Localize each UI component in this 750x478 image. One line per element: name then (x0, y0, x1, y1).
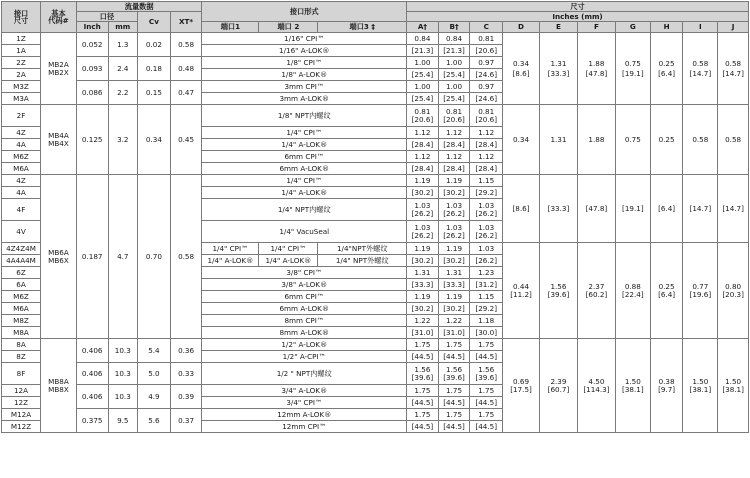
dim-c-cell: 1.75 (470, 339, 503, 351)
valve-spec-table (1, 1, 749, 433)
dim-c-cell: 0.81 [20.6] (470, 105, 503, 127)
base-code-cell: MB6A MB6X (41, 175, 77, 339)
bore-inch-cell: 0.406 (76, 363, 108, 385)
dim-h-mm: [6.4] (658, 68, 676, 78)
dim-b-cell: [28.4] (438, 139, 470, 151)
dim-d-cell: [8.6] (503, 175, 540, 243)
xt-header: XT* (170, 12, 202, 33)
dim-e-header: E (539, 22, 577, 33)
dim-c-cell: [44.5] (470, 351, 503, 363)
dim-b-cell: [21.3] (438, 45, 470, 57)
dim-a-cell: [30.2] (407, 255, 439, 267)
bore-inch-cell: 0.052 (76, 33, 108, 57)
dim-a-cell: [30.2] (407, 187, 439, 199)
port-size-cell: 6Z (2, 267, 41, 279)
dim-c-cell: 1.03 [26.2] (470, 221, 503, 243)
dim-b-cell: [30.2] (438, 303, 470, 315)
dim-i-inch: 0.58 (692, 59, 709, 69)
dim-f-header: F (577, 22, 615, 33)
port-size-cell: 4Z (2, 127, 41, 139)
dim-a-cell: 1.03 [26.2] (407, 199, 439, 221)
cv-cell: 5.6 (138, 409, 171, 433)
table-row (2, 33, 749, 45)
port-type-cell: 1/16" CPI™ (202, 33, 407, 45)
dim-a-cell: [30.2] (407, 303, 439, 315)
dim-b-cell: 1.00 (438, 81, 470, 93)
dim-a-cell: 1.19 (407, 175, 439, 187)
dim-a-cell: [44.5] (407, 351, 439, 363)
port3-cell: 1/4"NPT外螺纹 (318, 243, 407, 255)
table-row (2, 175, 749, 187)
dim-a-cell: 1.12 (407, 127, 439, 139)
port-size-cell: 4A (2, 139, 41, 151)
port3-cell: 1/4" NPT外螺纹 (318, 255, 407, 267)
port-type-cell: 3/4" A-LOK® (202, 385, 407, 397)
dim-f-cell: [47.8] (577, 175, 615, 243)
dim-b-cell: [30.2] (438, 187, 470, 199)
dim-c-cell: 1.12 (470, 151, 503, 163)
dim-d-header: D (503, 22, 540, 33)
dim-a-cell: 0.84 (407, 33, 439, 45)
dim-g-cell: [19.1] (615, 175, 650, 243)
dim-i-cell: [14.7] (683, 175, 718, 243)
dim-c-cell: 1.75 (470, 409, 503, 421)
port-type-cell: 12mm CPI™ (202, 421, 407, 433)
bore-mm-cell: 3.2 (108, 105, 138, 175)
dim-b-cell: 0.81 [20.6] (438, 105, 470, 127)
dim-c-header: C (470, 22, 503, 33)
dim-d-cell (503, 33, 540, 105)
dim-a-cell: [31.0] (407, 327, 439, 339)
xt-cell: 0.45 (170, 105, 202, 175)
dim-b-cell: [25.4] (438, 93, 470, 105)
port-size-cell: 12Z (2, 397, 41, 409)
dim-c-cell: 0.81 (470, 33, 503, 45)
dim-b-cell: 1.75 (438, 409, 470, 421)
port1-header: 端口1 (202, 22, 259, 33)
port-type-cell: 1/2" A-LOK® (202, 339, 407, 351)
dim-i-cell: 0.58 (683, 105, 718, 175)
dim-a-cell: [44.5] (407, 397, 439, 409)
dim-h-cell: 0.25 (650, 105, 683, 175)
dim-b-cell: 1.56 [39.6] (438, 363, 470, 385)
bore-inch-cell: 0.375 (76, 409, 108, 433)
dim-b-cell: [31.0] (438, 327, 470, 339)
dim-g-inch: 0.75 (624, 59, 641, 69)
dim-h-cell: 0.25 [6.4] (650, 243, 683, 339)
dim-j-cell: [14.7] (718, 175, 749, 243)
dim-b-cell: [44.5] (438, 397, 470, 409)
dim-f-cell: 4.50 [114.3] (577, 339, 615, 433)
dim-d-mm: [8.6] (512, 68, 530, 78)
port-type-cell: 6mm A-LOK® (202, 163, 407, 175)
dim-f-mm: [47.8] (585, 68, 608, 78)
cv-cell: 5.4 (138, 339, 171, 363)
dim-h-cell: 0.38 [9.7] (650, 339, 683, 433)
bore-mm-cell: 1.3 (108, 33, 138, 57)
dim-c-cell: 1.12 (470, 127, 503, 139)
bore-mm-cell: 2.2 (108, 81, 138, 105)
xt-cell: 0.36 (170, 339, 202, 363)
dim-c-cell: 1.15 (470, 175, 503, 187)
dim-f-cell: 1.88 (577, 105, 615, 175)
dim-a-cell: [25.4] (407, 69, 439, 81)
dim-h-cell (650, 33, 683, 105)
xt-cell: 0.47 (170, 81, 202, 105)
bore-inch-cell: 0.086 (76, 81, 108, 105)
port-type-cell: 1/4" CPI™ (202, 127, 407, 139)
dim-d-cell: 0.69 [17.5] (503, 339, 540, 433)
dim-a-cell: 1.19 (407, 243, 439, 255)
dim-c-cell: [29.2] (470, 303, 503, 315)
dim-i-header: I (683, 22, 718, 33)
port-size-cell: 4Z4Z4M (2, 243, 41, 255)
dim-b-cell: 1.19 (438, 291, 470, 303)
dim-d-cell: 0.34 (503, 105, 540, 175)
dim-b-cell: 1.03 [26.2] (438, 199, 470, 221)
base-code-cell: MB2A MB2X (41, 33, 77, 105)
port-size-cell: M12Z (2, 421, 41, 433)
dim-c-cell: 1.56 [39.6] (470, 363, 503, 385)
bore-mm-cell: 10.3 (108, 385, 138, 409)
dim-c-cell: [24.6] (470, 93, 503, 105)
dim-e-inch: 1.31 (550, 59, 567, 69)
dim-a-cell: [25.4] (407, 93, 439, 105)
dim-h-cell: [6.4] (650, 175, 683, 243)
dim-a-cell: 1.56 [39.6] (407, 363, 439, 385)
bore-header: 口径 (76, 12, 137, 22)
port-size-cell: M8Z (2, 315, 41, 327)
dim-c-cell: 0.97 (470, 81, 503, 93)
dim-a-cell: [21.3] (407, 45, 439, 57)
port-type-cell: 1/4" A-LOK® (202, 139, 407, 151)
xt-cell: 0.58 (170, 175, 202, 339)
dim-j-inch: 0.58 (725, 59, 742, 69)
port2-header: 端口 2 (259, 22, 318, 33)
dim-g-cell: 1.50 [38.1] (615, 339, 650, 433)
dim-a-cell: 1.75 (407, 409, 439, 421)
dim-b-cell: 1.12 (438, 151, 470, 163)
port-size-cell: 1A (2, 45, 41, 57)
dim-c-cell: [20.6] (470, 45, 503, 57)
dim-g-cell: 0.88 [22.4] (615, 243, 650, 339)
dim-h-inch: 0.25 (658, 59, 675, 69)
port-size-cell: M3Z (2, 81, 41, 93)
dim-g-cell: 0.75 (615, 105, 650, 175)
dim-j-cell: 1.50 [38.1] (718, 339, 749, 433)
bore-mm-cell: 10.3 (108, 339, 138, 363)
port-type-cell: 1/4" NPT内螺纹 (202, 199, 407, 221)
dim-i-cell (683, 33, 718, 105)
dim-b-cell: [25.4] (438, 69, 470, 81)
cv-cell: 0.34 (138, 105, 171, 175)
dim-g-mm: [19.1] (622, 68, 644, 78)
base-code-cell: MB8A MB8X (41, 339, 77, 433)
dim-i-cell: 0.77 [19.6] (683, 243, 718, 339)
dim-c-cell: 1.03 [26.2] (470, 199, 503, 221)
dim-b-cell: [28.4] (438, 163, 470, 175)
dim-c-cell: [28.4] (470, 139, 503, 151)
port-size-cell: 2F (2, 105, 41, 127)
mm-header: mm (108, 22, 138, 33)
port-type-cell: 3/4" CPI™ (202, 397, 407, 409)
dim-e-cell: 2.39 [60.7] (539, 339, 577, 433)
bore-mm-cell: 2.4 (108, 57, 138, 81)
dim-c-cell: 0.97 (470, 57, 503, 69)
dim-c-cell: [44.5] (470, 397, 503, 409)
xt-cell: 0.58 (170, 33, 202, 57)
cv-cell: 0.15 (138, 81, 171, 105)
dim-b-cell: [33.3] (438, 279, 470, 291)
bore-inch-cell: 0.406 (76, 339, 108, 363)
dim-e-cell: 1.56 [39.6] (539, 243, 577, 339)
dim-b-cell: 1.12 (438, 127, 470, 139)
dim-h-header: H (650, 22, 683, 33)
table-row (2, 105, 749, 127)
dim-g-cell (615, 33, 650, 105)
bore-inch-cell: 0.187 (76, 175, 108, 339)
port-size-cell: 12A (2, 385, 41, 397)
port-size-cell: 4A (2, 187, 41, 199)
bore-mm-cell: 9.5 (108, 409, 138, 433)
dim-j-cell (718, 33, 749, 105)
dim-a-cell: [28.4] (407, 139, 439, 151)
port-size-cell: 4F (2, 199, 41, 221)
port-type-cell: 1/4" A-LOK® (202, 187, 407, 199)
dim-c-cell: 1.15 (470, 291, 503, 303)
dim-c-cell: 1.03 (470, 243, 503, 255)
port-size-cell: 4V (2, 221, 41, 243)
dim-b-cell: 1.75 (438, 385, 470, 397)
port-type-cell: 3mm CPI™ (202, 81, 407, 93)
spec-table-body (2, 33, 749, 433)
dim-f-cell (577, 33, 615, 105)
port-type-cell: 1/2 " NPT内螺纹 (202, 363, 407, 385)
dimensions-header: 尺寸 (407, 2, 749, 12)
base-code-header: 基本 代码# (41, 2, 77, 33)
port-size-cell: 4A4A4M (2, 255, 41, 267)
dim-d-cell: 0.44 [11.2] (503, 243, 540, 339)
dim-a-cell: 1.00 (407, 81, 439, 93)
cv-cell: 0.18 (138, 57, 171, 81)
dim-b-cell: 1.31 (438, 267, 470, 279)
port3-header: 端口3 ‡ (318, 22, 407, 33)
port-type-cell: 3/8" CPI™ (202, 267, 407, 279)
dim-a-cell: 1.75 (407, 385, 439, 397)
port-size-cell: M6A (2, 163, 41, 175)
dim-a-cell: 1.03 [26.2] (407, 221, 439, 243)
port-type-cell: 6mm CPI™ (202, 291, 407, 303)
port2-cell: 1/4" CPI™ (259, 243, 318, 255)
dim-i-cell: 1.50 [38.1] (683, 339, 718, 433)
dim-j-mm: [14.7] (722, 68, 744, 78)
dim-e-cell (539, 33, 577, 105)
dim-b-header: B† (438, 22, 470, 33)
cv-cell: 0.02 (138, 33, 171, 57)
port-size-cell: M8A (2, 327, 41, 339)
dim-units-header: Inches (mm) (407, 12, 749, 22)
dim-c-cell: [29.2] (470, 187, 503, 199)
bore-inch-cell: 0.125 (76, 105, 108, 175)
port-size-cell: 8Z (2, 351, 41, 363)
dim-a-header: A† (407, 22, 439, 33)
port-type-cell: 8mm A-LOK® (202, 327, 407, 339)
cv-header: Cv (138, 12, 171, 33)
dim-j-cell: 0.58 (718, 105, 749, 175)
port-type-cell: 1/8" CPI™ (202, 57, 407, 69)
dim-b-cell: 1.19 (438, 243, 470, 255)
port-size-cell: 6A (2, 279, 41, 291)
flow-data-header: 流量数据 (76, 2, 202, 12)
bore-mm-cell: 4.7 (108, 175, 138, 339)
dim-c-cell: [31.2] (470, 279, 503, 291)
port-type-cell: 3mm A-LOK® (202, 93, 407, 105)
dim-a-cell: 0.81 [20.6] (407, 105, 439, 127)
table-row (2, 339, 749, 351)
xt-cell: 0.48 (170, 57, 202, 81)
dim-c-cell: 1.18 (470, 315, 503, 327)
xt-cell: 0.37 (170, 409, 202, 433)
port-size-cell: M6Z (2, 151, 41, 163)
dim-g-header: G (615, 22, 650, 33)
dim-c-cell: 1.75 (470, 385, 503, 397)
dim-f-cell: 2.37 [60.2] (577, 243, 615, 339)
dim-c-cell: [26.2] (470, 255, 503, 267)
dim-f-inch: 1.88 (588, 59, 605, 69)
cv-cell: 5.0 (138, 363, 171, 385)
port-type-header: 接口形式 (202, 2, 407, 22)
port-type-cell: 1/8" A-LOK® (202, 69, 407, 81)
dim-a-cell: 1.00 (407, 57, 439, 69)
dim-e-mm: [33.3] (547, 68, 570, 78)
xt-cell: 0.33 (170, 363, 202, 385)
port-size-cell: 2Z (2, 57, 41, 69)
dim-c-cell: [30.0] (470, 327, 503, 339)
port-type-cell: 6mm CPI™ (202, 151, 407, 163)
bore-mm-cell: 10.3 (108, 363, 138, 385)
port-size-cell: 8F (2, 363, 41, 385)
port-size-cell: 2A (2, 69, 41, 81)
dim-a-cell: 1.19 (407, 291, 439, 303)
dim-c-cell: [44.5] (470, 421, 503, 433)
dim-d-inch: 0.34 (513, 59, 530, 69)
port-size-header: 接口 尺寸 (2, 2, 41, 33)
port2-cell: 1/4" A-LOK® (259, 255, 318, 267)
port1-cell: 1/4" A-LOK® (202, 255, 259, 267)
dim-j-cell: 0.80 [20.3] (718, 243, 749, 339)
port-type-cell: 1/16" A-LOK® (202, 45, 407, 57)
dim-b-cell: 1.03 [26.2] (438, 221, 470, 243)
port-size-cell: 1Z (2, 33, 41, 45)
dim-b-cell: 1.75 (438, 339, 470, 351)
port-type-cell: 6mm A-LOK® (202, 303, 407, 315)
port-size-cell: M12A (2, 409, 41, 421)
port-size-cell: M3A (2, 93, 41, 105)
dim-a-cell: [28.4] (407, 163, 439, 175)
dim-b-cell: 1.22 (438, 315, 470, 327)
port-size-cell: M6A (2, 303, 41, 315)
dim-a-cell: 1.75 (407, 339, 439, 351)
dim-e-cell: [33.3] (539, 175, 577, 243)
port-type-cell: 12mm A-LOK® (202, 409, 407, 421)
base-code-cell: MB4A MB4X (41, 105, 77, 175)
dim-c-cell: 1.23 (470, 267, 503, 279)
dim-a-cell: [33.3] (407, 279, 439, 291)
inch-header: Inch (76, 22, 108, 33)
dim-a-cell: 1.31 (407, 267, 439, 279)
dim-c-cell: [24.6] (470, 69, 503, 81)
dim-b-cell: 1.19 (438, 175, 470, 187)
dim-a-cell: 1.22 (407, 315, 439, 327)
dim-j-header: J (718, 22, 749, 33)
dim-b-cell: [44.5] (438, 421, 470, 433)
port-type-cell: 1/2" A-CPI™ (202, 351, 407, 363)
port-type-cell: 8mm CPI™ (202, 315, 407, 327)
port-type-cell: 1/8" NPT内螺纹 (202, 105, 407, 127)
bore-inch-cell: 0.093 (76, 57, 108, 81)
port1-cell: 1/4" CPI™ (202, 243, 259, 255)
port-size-cell: 4Z (2, 175, 41, 187)
dim-e-cell: 1.31 (539, 105, 577, 175)
dim-a-cell: 1.12 (407, 151, 439, 163)
dim-b-cell: 1.00 (438, 57, 470, 69)
dim-b-cell: 0.84 (438, 33, 470, 45)
cv-cell: 0.70 (138, 175, 171, 339)
dim-i-mm: [14.7] (689, 68, 712, 78)
xt-cell: 0.39 (170, 385, 202, 409)
port-type-cell: 1/4" VacuSeal (202, 221, 407, 243)
cv-cell: 4.9 (138, 385, 171, 409)
port-size-cell: 8A (2, 339, 41, 351)
dim-c-cell: [28.4] (470, 163, 503, 175)
dim-b-cell: [30.2] (438, 255, 470, 267)
bore-inch-cell: 0.406 (76, 385, 108, 409)
dim-b-cell: [44.5] (438, 351, 470, 363)
dim-a-cell: [44.5] (407, 421, 439, 433)
port-size-cell: M6Z (2, 291, 41, 303)
port-type-cell: 1/4" CPI™ (202, 175, 407, 187)
port-type-cell: 3/8" A-LOK® (202, 279, 407, 291)
